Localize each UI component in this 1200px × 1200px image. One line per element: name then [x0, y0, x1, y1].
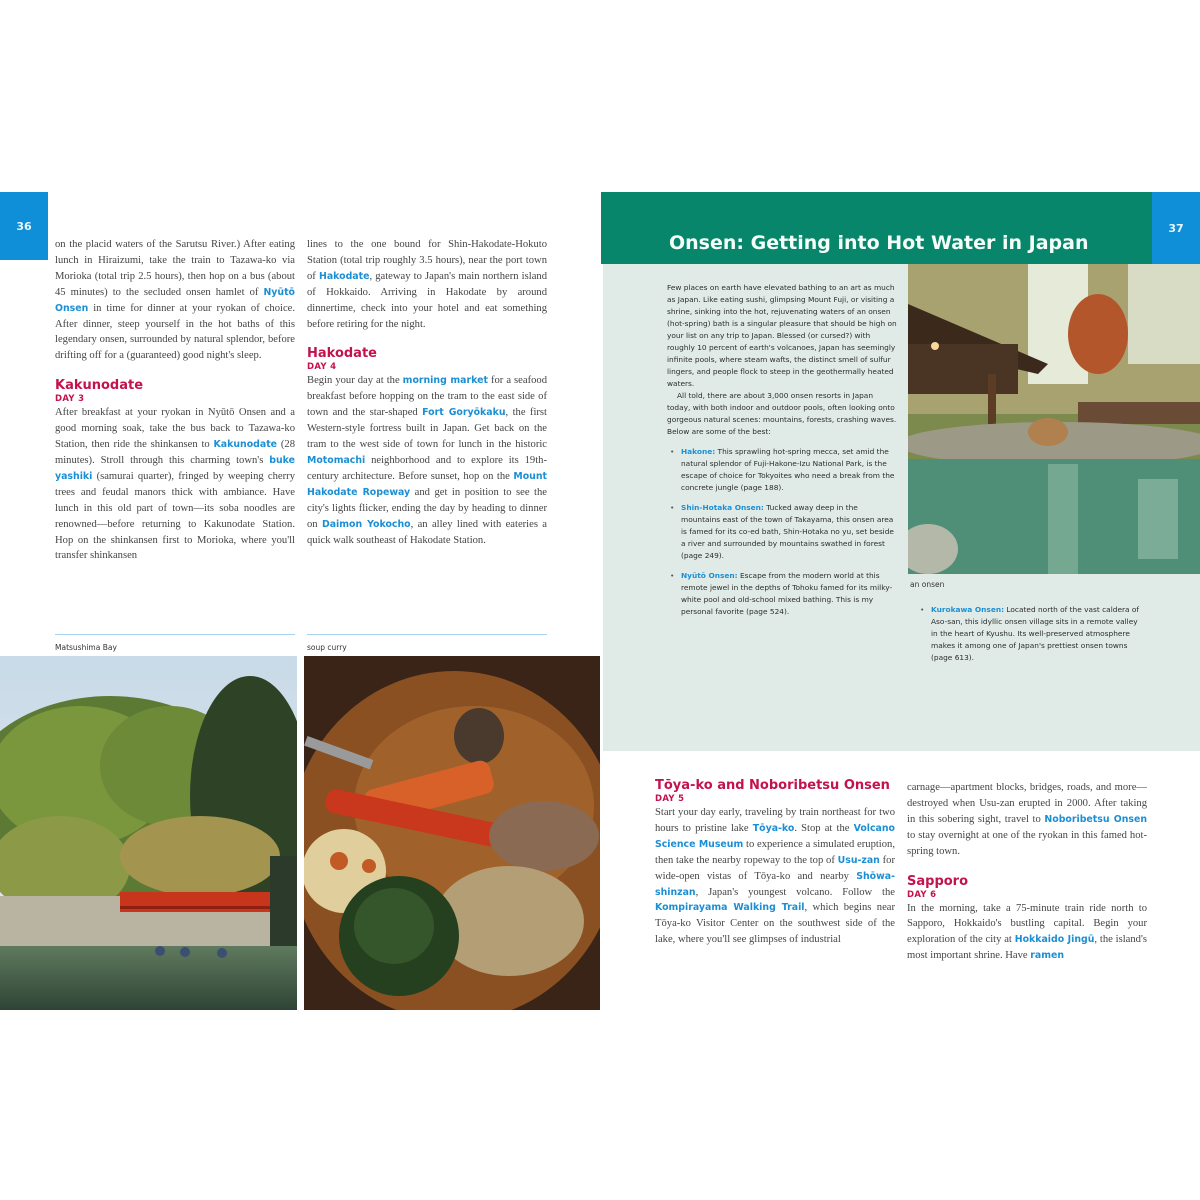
paragraph [55, 405, 295, 564]
place-link[interactable]: Hakodate [318, 270, 370, 282]
text-run: . Stop at the [794, 822, 854, 834]
text-run: , an alley lined with eateries a quick walk southeast of Hakodate Station. [307, 518, 547, 546]
page-number: 37 [1168, 221, 1184, 235]
matsushima-bay-image [0, 656, 297, 1010]
section-heading: Tōya-ko and Noboribetsu Onsen [655, 778, 890, 793]
onsen-list-item [667, 446, 897, 494]
onsen-image [908, 264, 1200, 574]
onsen-link-hakone[interactable]: Hakone: [681, 447, 716, 456]
section-heading: Hakodate [307, 346, 377, 362]
place-link[interactable]: Mount Hakodate Ropeway [307, 470, 547, 498]
caption-rule [307, 634, 547, 635]
section-heading: Kakunodate [55, 378, 144, 394]
photo-soup-curry [304, 656, 600, 1010]
page-number-tab-left [0, 192, 48, 260]
paragraph [307, 373, 547, 548]
text-run: to experience a simulated eruption, then take the nearby ropeway to the top of [655, 838, 895, 866]
place-link[interactable]: Motomachi [307, 454, 366, 466]
place-link[interactable]: Volcano Science Museum [655, 822, 895, 850]
photo-caption: an onsen [910, 580, 945, 589]
place-link[interactable]: Usu-zan [837, 854, 880, 866]
sidebar-paragraph: All told, there are about 3,000 onsen resorts in Japan today, with both indoor and outdoor pools, often looking onto gorgeous natural scenes: mountains, forests, crashing waves. Below are some of the best: [667, 391, 897, 436]
text-run: (samurai quarter), fringed by weeping cherry trees and feudal manors thick with ambiance. Have lunch in this old part of town—its soba noodles are renowned—before returning to Kakunodate Station. Hop on the shinkansen first to Morioka, where you'll transfer shinkansen [55, 470, 295, 562]
text-run: (28 minutes). Stroll through this charming town's [55, 439, 295, 466]
text-run: for wide-open vistas of Tōya-ko and nearby [655, 854, 895, 882]
paragraph [307, 237, 547, 332]
text-run: , the first Western-style fortress built in Japan. Get back on the tram to the west side of town for lunch in the historic [307, 407, 547, 451]
text-run: neighborhood and to explore its 19th-century architecture. Before sunset, hop on the [307, 454, 547, 482]
left-column-1 [55, 237, 295, 564]
text-run: for a seafood breakfast before hopping on the tram to the east side of town and the star-shaped [307, 375, 547, 419]
text-run: , gateway to Japan's main northern island of Hokkaido. Arriving in Hakodate by around dinnertime, check into your hotel and eat something before retiring for the night. [307, 270, 547, 330]
text-run: , the island's most important shrine. Have [907, 934, 1147, 962]
text-run: to stay overnight at one of the ryokan in this famed hot-spring town. [907, 829, 1147, 857]
left-column-2 [307, 237, 547, 548]
onsen-link-shin-hotaka[interactable]: Shin-Hotaka Onsen: [681, 503, 764, 512]
day-label: DAY 3 [55, 394, 85, 405]
onsen-list-item [917, 604, 1145, 664]
sidebar-banner [601, 192, 1152, 264]
photo-onsen [908, 264, 1200, 574]
onsen-list-item [667, 570, 897, 618]
place-link[interactable]: morning market [402, 375, 488, 387]
place-link[interactable]: Shōwa-shinzan [655, 870, 895, 898]
sidebar-title: Onsen: Getting into Hot Water in Japan [669, 232, 1089, 254]
text-run: Start your day early, traveling by train northeast for two hours to pristine lake [655, 807, 895, 834]
paragraph [55, 237, 295, 364]
text-run: lines to the one bound for Shin-Hakodate-Hokuto Station (total trip roughly 3.5 hours), near the port town of [307, 239, 547, 282]
photo-caption: Matsushima Bay [55, 643, 117, 652]
onsen-link-nyuto[interactable]: Nyūtō Onsen: [681, 571, 738, 580]
page-number: 36 [16, 219, 32, 233]
paragraph [655, 805, 895, 948]
photo-caption: soup curry [307, 643, 347, 652]
paragraph [907, 780, 1147, 860]
text-run: on the placid waters of the Sarutsu River.) After eating lunch in Hiraizumi, take the train to Tazawa-ko via Morioka (total trip 2.5 hours), then hop on a bus (about 45 minutes) to the secluded onsen hamlet of [55, 239, 295, 298]
photo-matsushima-bay [0, 656, 297, 1010]
day-label: DAY 4 [307, 362, 337, 373]
place-link[interactable]: Tōya-ko [752, 822, 795, 834]
caption-rule [55, 634, 295, 635]
page-number-tab-right [1152, 192, 1200, 264]
sidebar-text [667, 282, 897, 618]
place-link[interactable]: buke yashiki [55, 454, 295, 482]
place-link[interactable]: Kompirayama Walking Trail [655, 902, 805, 914]
day-label: DAY 5 [655, 794, 685, 804]
place-link[interactable]: Nyūtō Onsen [55, 286, 295, 314]
section-heading: Sapporo [907, 873, 969, 889]
soup-curry-image [304, 656, 600, 1010]
onsen-list-item [667, 502, 897, 562]
onsen-description: Located north of the vast caldera of Aso-san, this idyllic onsen village sits in a remote valley in the heart of Kyushu. Its well-preserved atmosphere makes it among one of Japan's prettiest onsen towns (page 613). [931, 605, 1140, 662]
text-run: , Japan's youngest volcano. Follow the [695, 886, 895, 898]
sidebar-paragraph: Few places on earth have elevated bathing to an art as much as Japan. Like eating sushi, glimpsing Mount Fuji, or visiting a shrine, sinking into the hot, rejuvenating waters of an onsen (hot-spring) bath is a singular pleasure that should be high on your list on any trip to Japan. Blessed (or cursed?) with roughly 10 percent of earth's volcanoes, Japan has seemingly infinite pools, where steam wafts, the distinct smell of sulfur lingers, and people flock to steep in the geothermally heated waters. [667, 283, 897, 388]
text-run: in time for dinner at your ryokan of choice. After dinner, steep yourself in the hot baths of this legendary onsen, surrounded by natural splendor, before drifting off for a (guaranteed) good night's sleep. [55, 302, 295, 362]
text-run: and get in position to see the city's lights flicker, ending the day by heading to dinner on [307, 486, 547, 530]
place-link[interactable]: Fort Goryōkaku [422, 407, 506, 419]
text-run: In the morning, take a 75-minute train ride north to Sapporo, Hokkaido's bustling capital. Begin your exploration of the city at [907, 902, 1147, 946]
onsen-description: Escape from the modern world at this remote jewel in the depths of Tohoku famed for its milky-white pool and old-school mixed bathing. This is my personal favorite (page 524). [681, 571, 893, 616]
right-column-1 [655, 778, 895, 948]
text-run: , which begins near Tōya-ko Visitor Center on the southwest side of the lake, where you'll see glimpses of industrial [655, 902, 895, 946]
place-link[interactable]: Hokkaido Jingū [1014, 934, 1095, 946]
place-link[interactable]: Kakunodate [213, 439, 278, 451]
place-link[interactable]: Daimon Yokocho [321, 518, 411, 530]
text-run: After breakfast at your ryokan in Nyūtō Onsen and a good morning soak, take the bus back to Tazawa-ko Station, then ride the shinkansen to [55, 407, 295, 451]
sidebar-text-col2 [917, 604, 1145, 664]
text-run: carnage—apartment blocks, bridges, roads, and more—destroyed when Usu-zan erupted in 2000. After taking in this sobering sight, travel to [907, 782, 1147, 825]
paragraph [907, 901, 1147, 965]
place-link[interactable]: ramen [1030, 950, 1065, 962]
onsen-link-kurokawa[interactable]: Kurokawa Onsen: [931, 605, 1005, 614]
onsen-description: Tucked away deep in the mountains east of the town of Takayama, this onsen area is famed for its co-ed bath, Shin-Hotaka no yu, set beside a river and surrounded by mountains swathed in forest (page 249). [681, 503, 894, 560]
place-link[interactable]: Noboribetsu Onsen [1044, 813, 1148, 825]
day-label: DAY 6 [907, 889, 937, 900]
right-column-2 [907, 780, 1147, 964]
onsen-description: This sprawling hot-spring mecca, set amid the natural splendor of Fuji-Hakone-Izu National Park, is the escape of choice for Tokyoites who need a break from the concrete jungle (page 188). [681, 447, 895, 492]
text-run: Begin your day at the [307, 375, 403, 387]
